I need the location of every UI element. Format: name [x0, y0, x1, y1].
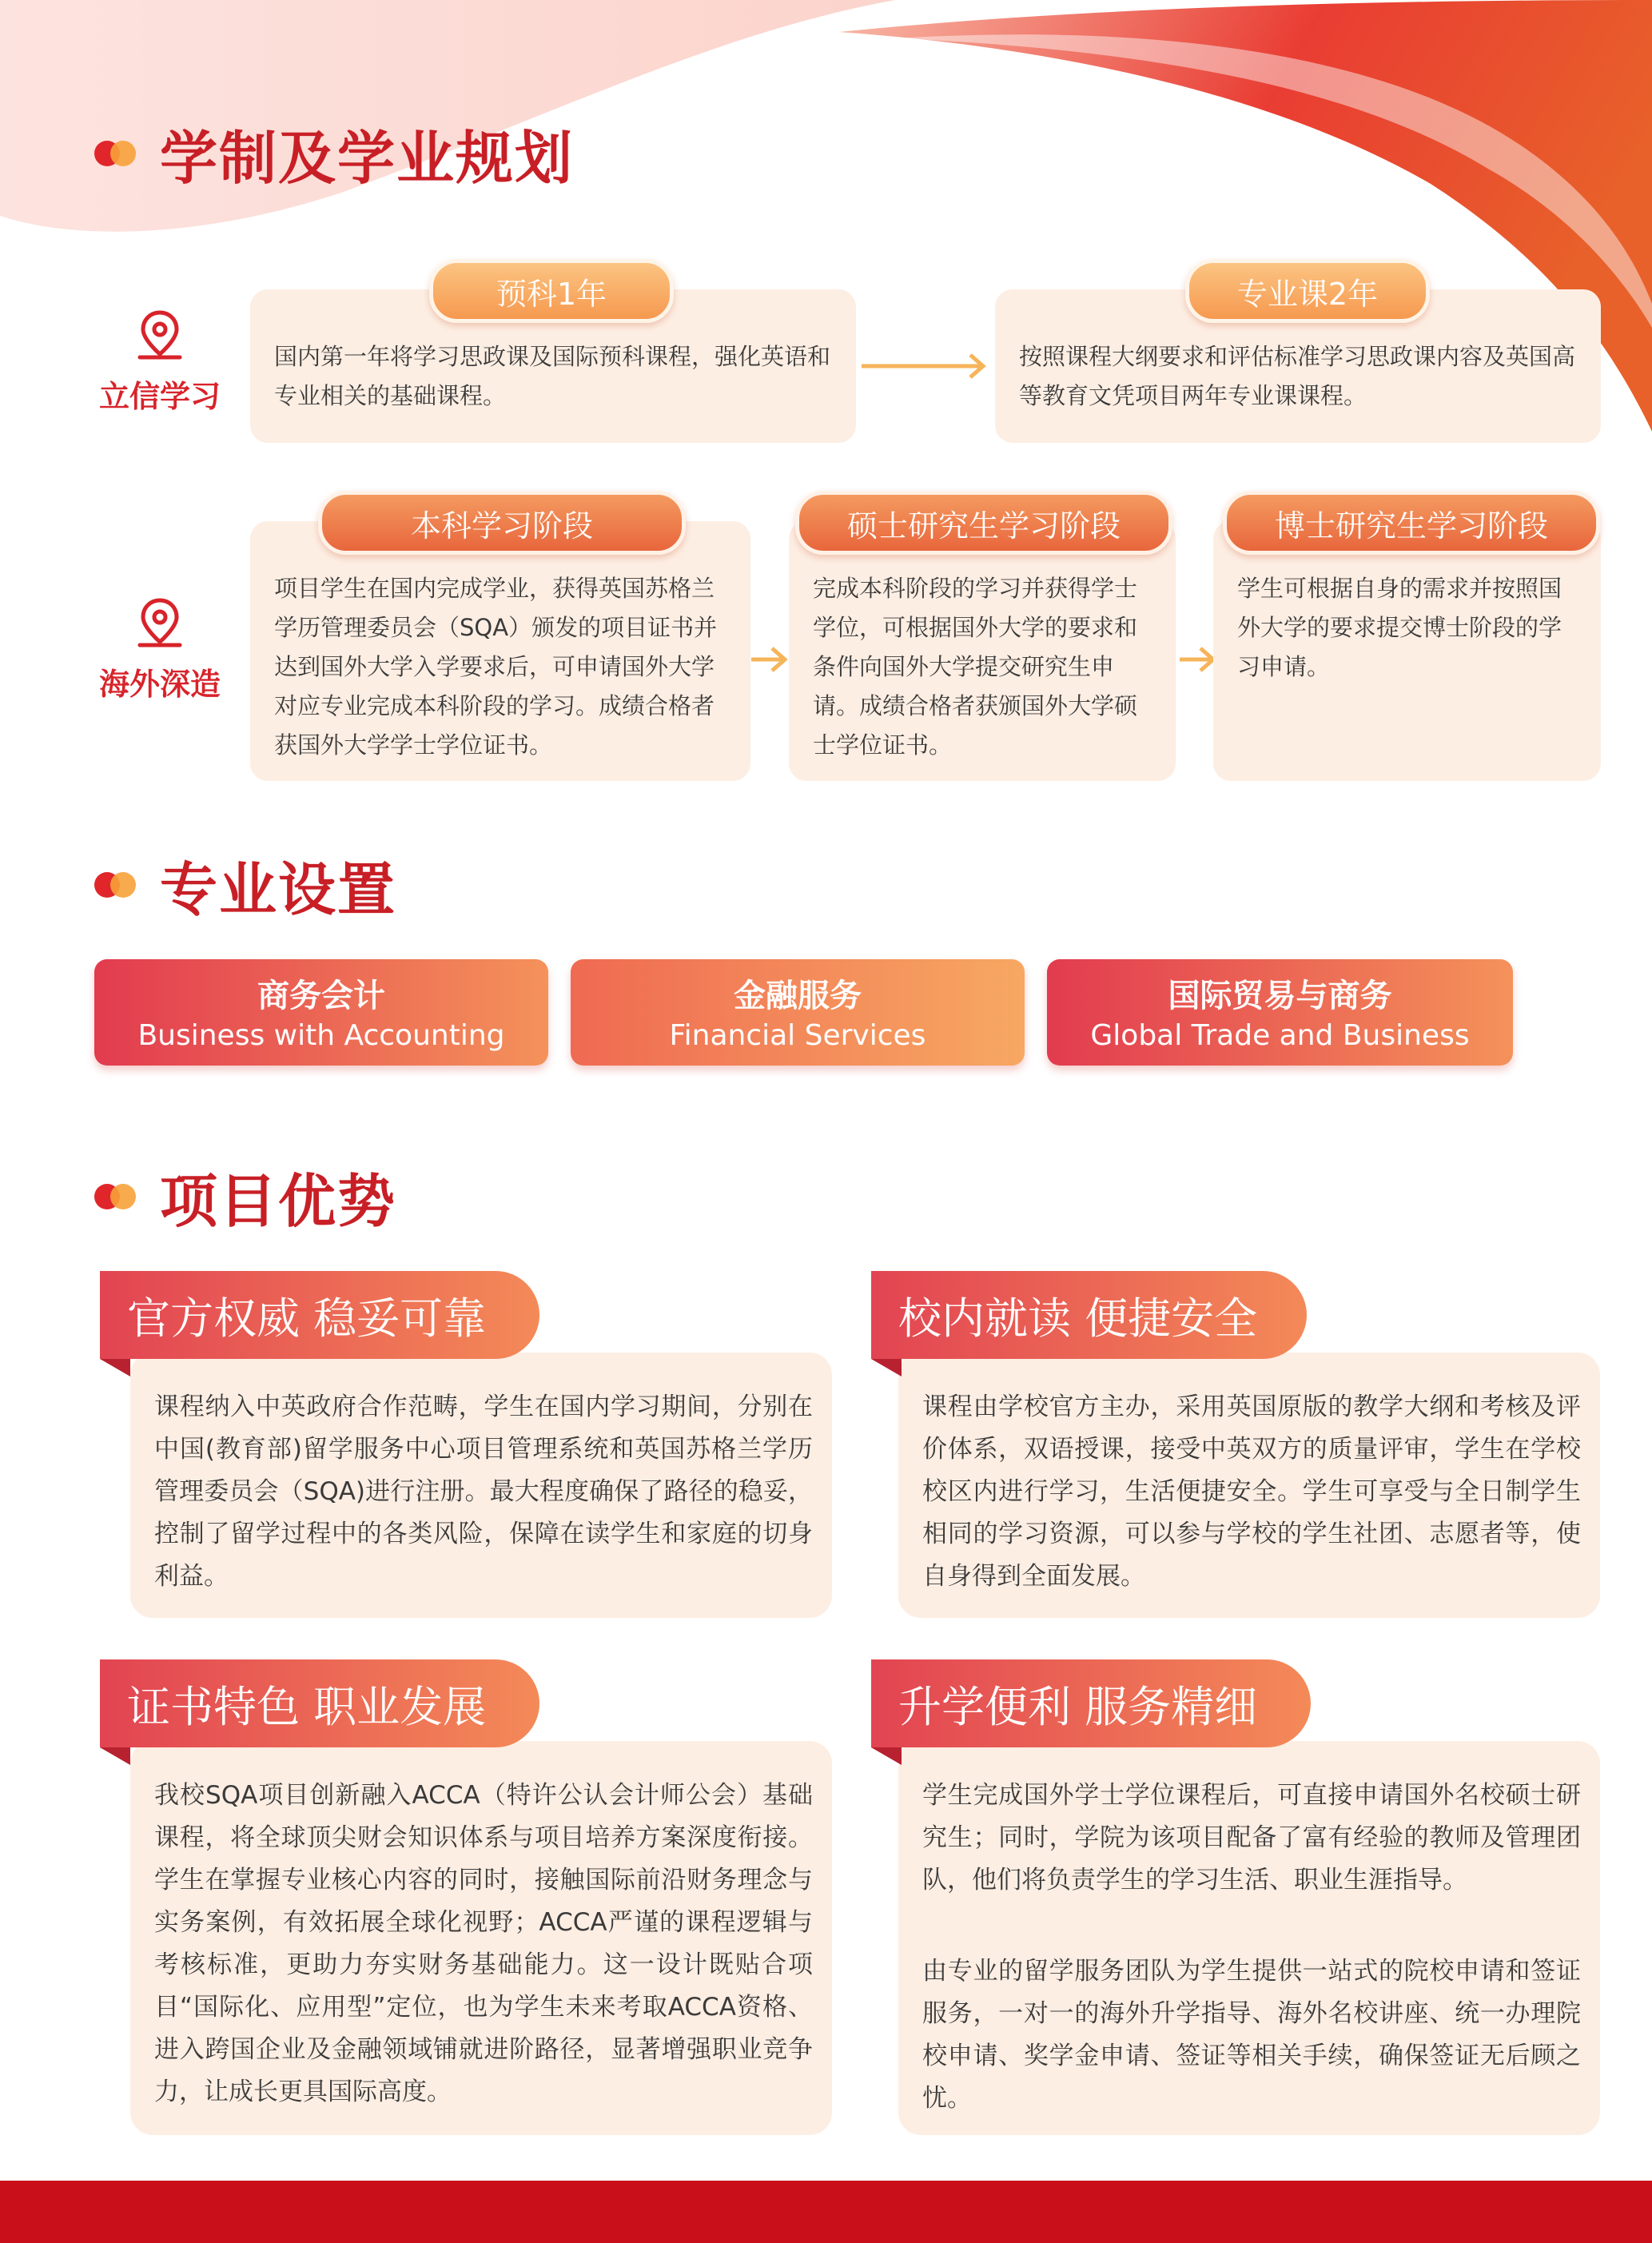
stage-description: 按照课程大纲要求和评估标准学习思政课内容及英国高等教育文凭项目两年专业课课程。 — [1019, 343, 1576, 409]
stage-pill-undergrad: 本科学习阶段 — [318, 491, 686, 555]
stage-description: 国内第一年将学习思政课及国际预科课程，强化英语和专业相关的基础课程。 — [274, 343, 831, 409]
section-title-text: 专业设置 — [160, 856, 397, 923]
stage-description: 项目学生在国内完成学业，获得英国苏格兰学历管理委员会（SQA）颁发的项目证书并达到国外大学入学要求后，可申请国外大学对应专业完成本科阶段的学习。成绩合格者获国外大学学士学位证书。 — [274, 575, 718, 759]
stage-description: 学生可根据自身的需求并按照国外大学的要求提交博士阶段的学习申请。 — [1237, 575, 1562, 680]
track-label-domestic — [88, 308, 232, 416]
stage-card-undergrad — [250, 521, 750, 781]
tab-fold-decoration — [871, 1747, 902, 1765]
major-name-en: Financial Services — [669, 1019, 926, 1052]
advantage-paragraph: 我校SQA项目创新融入ACCA（特许公认会计师公会）基础课程，将全球顶尖财会知识体系与项目培养方案深度衔接。学生在掌握专业核心内容的同时，接触国际前沿财务理念与实务案例，有效拓展全球化视野；ACCA严谨的课程逻辑与考核标准，更助力夯实财务基础能力。这一设计既贴合项目“国际化、应用型”定位，也为学生未来考取ACCA资格、进入跨国企业及金融领域铺就进阶路径，显著增强职业竞争力，让成长更具国际高度。 — [154, 1781, 813, 2106]
advantage-card-campus — [898, 1353, 1600, 1618]
major-name-zh: 国际贸易与商务 — [1168, 978, 1392, 1014]
major-card-global-trade — [1047, 959, 1513, 1066]
major-name-en: Global Trade and Business — [1090, 1019, 1470, 1052]
major-card-financial-services — [571, 959, 1025, 1066]
location-pin-icon — [132, 596, 188, 651]
major-name-zh: 金融服务 — [734, 978, 862, 1014]
track-label-text: 立信学习 — [98, 379, 221, 414]
tab-fold-decoration — [100, 1359, 130, 1376]
stage-description: 完成本科阶段的学习并获得学士学位，可根据国外大学的要求和条件向国外大学提交研究生申请。成绩合格者获颁国外大学硕士学位证书。 — [813, 575, 1138, 759]
double-dot-icon — [94, 1181, 142, 1213]
advantage-paragraph: 学生完成国外学士学位课程后，可直接申请国外名校硕士研究生；同时，学院为该项目配备了富有经验的教师及管理团队，他们将负责学生的学习生活、职业生涯指导。 — [922, 1781, 1581, 1894]
track-label-overseas — [88, 596, 232, 703]
track-label-text: 海外深造 — [98, 667, 221, 702]
location-pin-icon — [132, 308, 188, 364]
arrow-right-icon — [751, 643, 791, 675]
major-card-business-accounting — [94, 959, 548, 1066]
advantage-paragraph: 由专业的留学服务团队为学生提供一站式的院校申请和签证服务，一对一的海外升学指导、海外名校讲座、统一办理院校申请、奖学金申请、签证等相关手续，确保签证无后顾之忧。 — [922, 1957, 1581, 2113]
stage-card-doctor — [1213, 521, 1601, 781]
major-name-zh: 商务会计 — [257, 978, 385, 1014]
stage-pill-major-courses: 专业课2年 — [1185, 259, 1430, 323]
advantage-tab-further-study: 升学便利 服务精细 — [871, 1659, 1311, 1747]
advantage-tab-campus: 校内就读 便捷安全 — [871, 1271, 1307, 1359]
advantage-card-authority — [130, 1353, 832, 1618]
section-title-majors — [94, 843, 396, 926]
tab-fold-decoration — [100, 1747, 130, 1765]
advantage-paragraph: 课程由学校官方主办，采用英国原版的教学大纲和考核及评价体系，双语授课，接受中英双方的质量评审，学生在学校校区内进行学习，生活便捷安全。学生可享受与全日制学生相同的学习资源，可以参与学校的学生社团、志愿者等，使自身得到全面发展。 — [922, 1392, 1581, 1591]
double-dot-icon — [94, 869, 142, 901]
section-title-advantages — [94, 1155, 396, 1238]
advantage-card-further-study — [898, 1741, 1600, 2135]
stage-pill-doctor: 博士研究生学习阶段 — [1223, 491, 1600, 555]
section-title-text: 学制及学业规划 — [160, 125, 575, 192]
stage-pill-prep: 预科1年 — [429, 259, 674, 323]
section-title-text: 项目优势 — [160, 1168, 397, 1235]
stage-pill-master: 硕士研究生学习阶段 — [795, 491, 1172, 555]
major-name-en: Business with Accounting — [137, 1019, 505, 1052]
advantage-card-certificate — [130, 1741, 832, 2135]
stage-card-master — [789, 521, 1176, 781]
section-title-schooling — [94, 112, 574, 195]
footer-bar — [0, 2181, 1652, 2243]
arrow-right-icon — [862, 350, 994, 382]
double-dot-icon — [94, 137, 142, 169]
tab-fold-decoration — [871, 1359, 902, 1376]
advantage-paragraph: 课程纳入中英政府合作范畴，学生在国内学习期间，分别在中国(教育部)留学服务中心项目管理系统和英国苏格兰学历管理委员会（SQA)进行注册。最大程度确保了路径的稳妥，控制了留学过程中的各类风险，保障在读学生和家庭的切身利益。 — [154, 1392, 813, 1591]
advantage-tab-authority: 官方权威 稳妥可靠 — [100, 1271, 539, 1359]
advantage-tab-certificate: 证书特色 职业发展 — [100, 1659, 539, 1747]
